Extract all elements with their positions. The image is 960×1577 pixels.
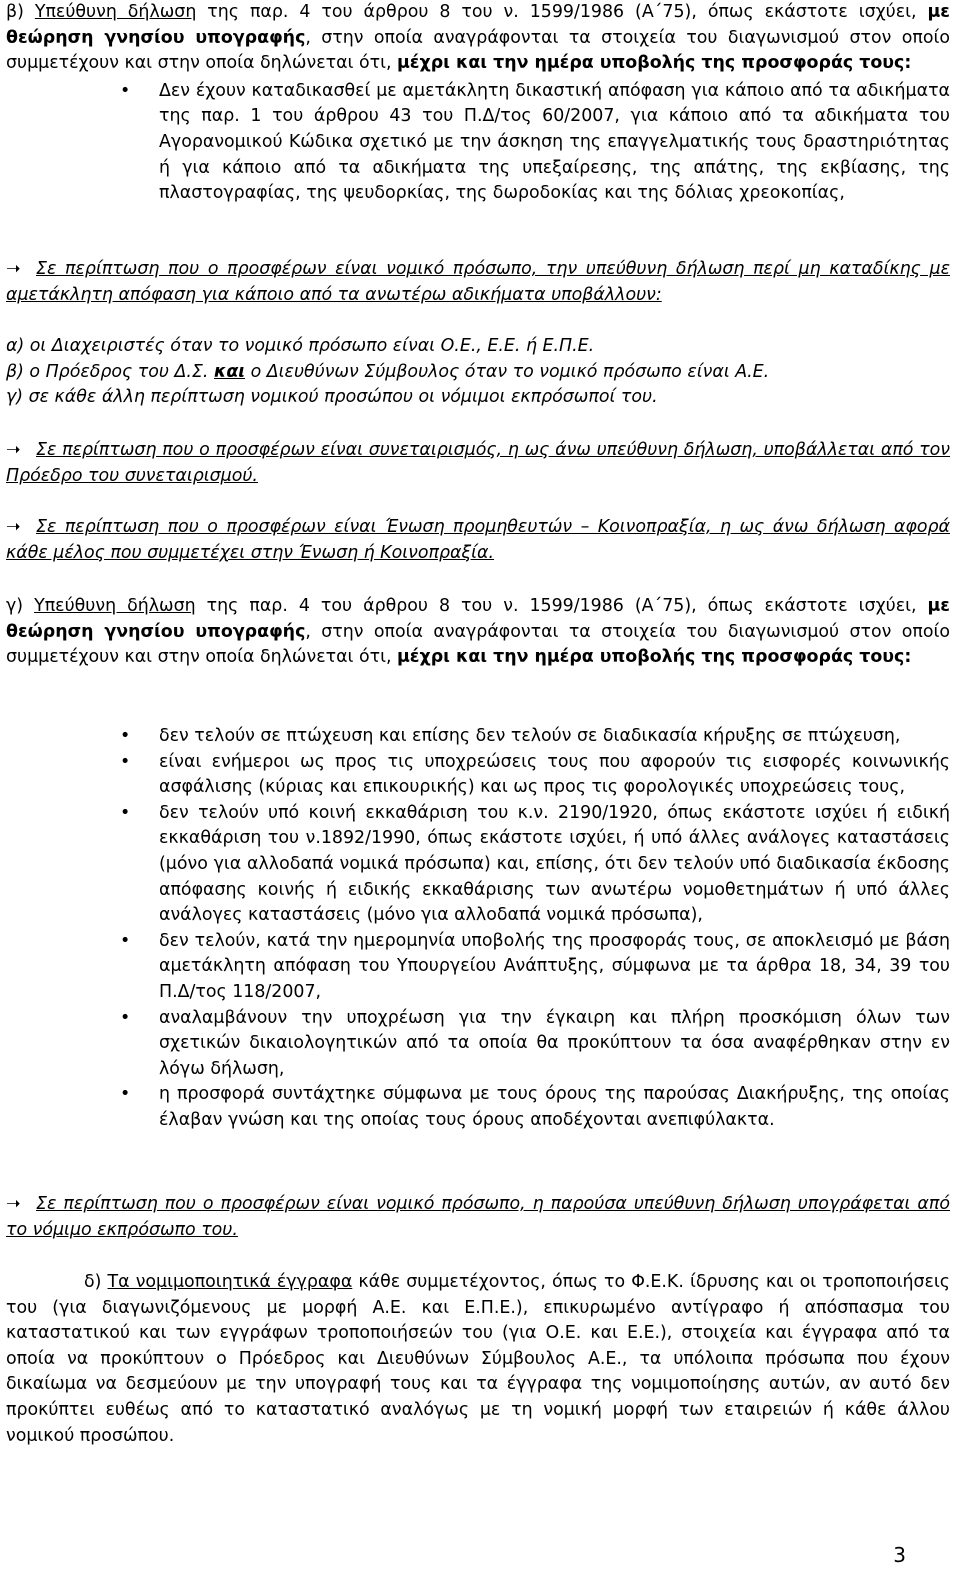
list-item xyxy=(6,750,950,801)
list-item xyxy=(6,801,950,929)
bullet-icon: • xyxy=(120,80,131,101)
list-item xyxy=(6,724,950,750)
section-c-text-2: , στην οποία αναγράφονται τα στοιχεία του διαγωνισμού στον οποίο συμμετέχουν και στην οποία δηλώνεται ότι, xyxy=(6,621,950,668)
section-b-bold-2: μέχρι και την ημέρα υποβολής της προσφοράς τους: xyxy=(397,53,912,74)
section-c-bullets-wrap xyxy=(6,724,950,1134)
note-legal-entity-c xyxy=(6,1192,950,1243)
note-legal-entity-b xyxy=(6,257,950,308)
bullet-icon: • xyxy=(120,751,131,772)
section-c-bold-1: με θεώρηση γνησίου υπογραφής xyxy=(6,596,950,642)
arrow-right-icon: ➝ xyxy=(6,517,21,537)
note-legal-c-text: Σε περίπτωση που ο προσφέρων είναι νομικό πρόσωπο, η παρούσα υπεύθυνη δήλωση υπογράφεται από το νόμιμο εκπρόσωπο του. xyxy=(6,1194,950,1240)
section-c-title: Υπεύθυνη δήλωση xyxy=(34,596,196,616)
note-union xyxy=(6,515,950,566)
section-c-intro xyxy=(6,594,950,671)
bullet-icon: • xyxy=(120,726,131,746)
section-d-title: Τα νομιμοποιητικά έγγραφα xyxy=(107,1272,353,1292)
section-c-text-1: της παρ. 4 του άρθρου 8 του ν. 1599/1986 (Α΄75), όπως εκάστοτε ισχύει, xyxy=(195,596,928,616)
bullet-text: Δεν έχουν καταδικασθεί με αμετάκλητη δικαστική απόφαση για κάποιο από τα αδικήματα της παρ. 1 του άρθρου 43 του Π.Δ/τος 60/2007, για κάποιο από τα αδικήματα του Αγορανομικού Κώδικα σχετικό με την άσκηση της επαγγελματικής τους δραστηριότητας ή για κάποιο από τα αδικήματα της υπεξαίρεσης, της απάτης, της εκβίασης, της πλαστογραφίας, της ψευδορκίας, της δωροδοκίας και της δόλιας χρεοκοπίας, xyxy=(159,80,950,204)
bullet-text: είναι ενήμεροι ως προς τις υποχρεώσεις τους που αφορούν τις εισφορές κοινωνικής ασφάλισης (κύριας και επικουρικής) και ως προς τις φορολογικές υποχρεώσεις τους, xyxy=(159,751,950,798)
section-b-intro xyxy=(6,0,950,77)
arrow-right-icon: ➝ xyxy=(6,440,21,460)
section-b-bullets xyxy=(6,79,950,207)
section-d-body: κάθε συμμετέχοντος, όπως το Φ.Ε.Κ. ίδρυσης και οι τροποποιήσεις του (για διαγωνιζόμενους με μορφή Α.Ε. και Ε.Π.Ε.), επικυρωμένο αντίγραφο ή απόσπασμα του καταστατικού και των εγγράφων τροποποιήσεών του (για Ο.Ε. και Ε.Ε.), στοιχεία και έγγραφα από τα οποία να προκύπτουν ο Πρόεδρος και Διευθύνων Σύμβουλος Α.Ε., τα υπόλοιπα πρόσωπα που έχουν δικαίωμα να δεσμεύουν με την υπογραφή τους και τα έγγραφα της νομιμοποίησης αυτών, αν αυτό δεν προκύπτει ευθέως από το καταστατικό αναλόγως με τη νομική μορφή των εταιρειών ή κάθε άλλου νομικού προσώπου. xyxy=(6,1272,950,1446)
legal-b xyxy=(6,360,950,386)
list-item xyxy=(6,929,950,1006)
arrow-right-icon: ➝ xyxy=(6,1194,21,1214)
legal-a: α) οι Διαχειριστές όταν το νομικό πρόσωπο είναι Ο.Ε., Ε.Ε. ή Ε.Π.Ε. xyxy=(6,336,595,356)
list-item xyxy=(6,79,950,207)
section-c-bullets xyxy=(6,724,950,1134)
section-b-text-2: , στην οποία αναγράφονται τα στοιχεία του διαγωνισμού στον οποίο συμμετέχουν και στην οποία δηλώνεται ότι, xyxy=(6,27,950,74)
section-c xyxy=(6,594,950,671)
bullet-icon: • xyxy=(120,1084,131,1105)
section-c-bold-2: μέχρι και την ημέρα υποβολής της προσφοράς τους: xyxy=(397,647,912,668)
section-b-title: Υπεύθυνη δήλωση xyxy=(34,2,197,22)
legal-b-text-1: β) ο Πρόεδρος του Δ.Σ. xyxy=(6,361,214,382)
section-b xyxy=(6,0,950,207)
arrow-right-icon: ➝ xyxy=(6,259,21,279)
section-d-prefix: δ) xyxy=(84,1272,108,1292)
bullet-text: δεν τελούν, κατά την ημερομηνία υποβολής της προσφοράς τους, σε αποκλεισμό με βάση αμετάκλητη απόφαση του Υπουργείου Ανάπτυξης, σύμφωνα με τα άρθρα 18, 34, 39 του Π.Δ/τος 118/2007, xyxy=(159,930,950,1002)
note-cooperative xyxy=(6,438,950,489)
page-number: 3 xyxy=(893,1543,906,1567)
section-b-bold-1: με θεώρηση γνησίου υπογραφής xyxy=(6,2,950,48)
note-union-text: Σε περίπτωση που ο προσφέρων είναι Ένωση προμηθευτών – Κοινοπραξία, η ως άνω δήλωση αφορά κάθε μέλος που συμμετέχει στην Ένωση ή Κοινοπραξία. xyxy=(6,517,950,563)
bullet-text: η προσφορά συντάχτηκε σύμφωνα με τους όρους της παρούσας Διακήρυξης, της οποίας έλαβαν γνώση και της οποίας τους όρους αποδέχονται ανεπιφύλακτα. xyxy=(159,1084,950,1130)
section-b-prefix: β) xyxy=(6,2,35,22)
bullet-text: αναλαμβάνουν την υποχρέωση για την έγκαιρη και πλήρη προσκόμιση όλων των σχετικών δικαιολογητικών από τα οποία θα προκύπτουν τα όσα αναφέρθηκαν στην εν λόγω δήλωση, xyxy=(159,1007,950,1079)
section-c-prefix: γ) xyxy=(6,596,35,616)
legal-c: γ) σε κάθε άλλη περίπτωση νομικού προσώπου οι νόμιμοι εκπρόσωποί του. xyxy=(6,387,658,408)
legal-b-and: και xyxy=(213,361,246,382)
list-item xyxy=(6,1082,950,1133)
bullet-text: δεν τελούν υπό κοινή εκκαθάριση του κ.ν. 2190/1920, όπως εκάστοτε ισχύει ή ειδική εκκαθάριση του ν.1892/1990, όπως εκάστοτε ισχύει, ή υπό άλλες ανάλογες καταστάσεις (μόνο για αλλοδαπά νομικά πρόσωπα) και, επίσης, ότι δεν τελούν υπό διαδικασία έκδοσης απόφασης κοινής ή ειδικής εκκαθάρισης των ανωτέρω νομοθετημάτων ή υπό άλλες ανάλογες καταστάσεις (μόνο για αλλοδαπά νομικά πρόσωπα), xyxy=(159,802,950,926)
bullet-icon: • xyxy=(120,1007,131,1028)
section-d xyxy=(6,1270,950,1449)
note-legal-text: Σε περίπτωση που ο προσφέρων είναι νομικό πρόσωπο, την υπεύθυνη δήλωση περί μη καταδίκης με αμετάκλητη απόφαση για κάποιο από τα ανωτέρω αδικήματα υποβάλλουν: xyxy=(6,259,950,305)
legal-b-text-2: ο Διευθύνων Σύμβουλος όταν το νομικό πρόσωπο είναι Α.Ε. xyxy=(245,361,770,382)
list-item xyxy=(6,1006,950,1083)
bullet-icon: • xyxy=(120,930,131,951)
bullet-icon: • xyxy=(120,802,131,823)
legal-representatives xyxy=(6,334,950,411)
note-coop-text: Σε περίπτωση που ο προσφέρων είναι συνεταιρισμός, η ως άνω υπεύθυνη δήλωση, υποβάλλεται από τον Πρόεδρο του συνεταιρισμού. xyxy=(6,440,950,486)
section-d-text xyxy=(6,1270,950,1449)
section-b-text-1: της παρ. 4 του άρθρου 8 του ν. 1599/1986 (Α΄75), όπως εκάστοτε ισχύει, xyxy=(196,2,928,22)
bullet-text: δεν τελούν σε πτώχευση και επίσης δεν τελούν σε διαδικασία κήρυξης σε πτώχευση, xyxy=(159,726,901,746)
